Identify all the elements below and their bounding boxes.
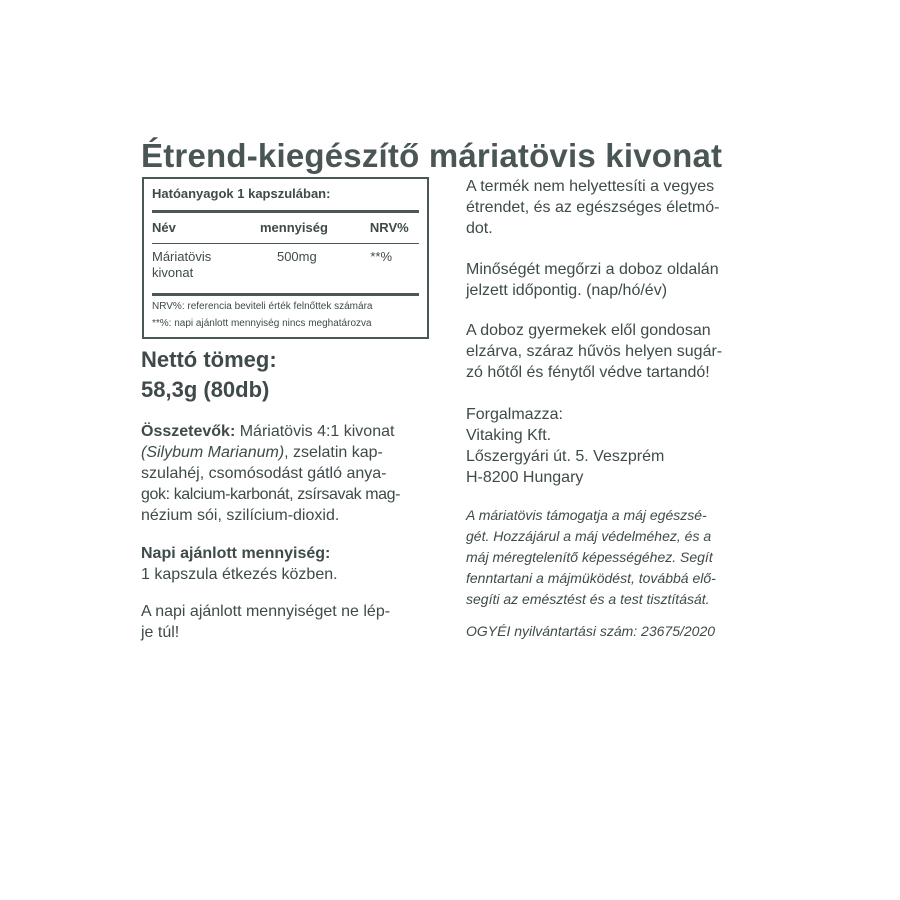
ingredient-name: Máriatövis kivonat	[152, 249, 212, 280]
ingredients-paragraph: Összetevők: Máriatövis 4:1 kivonat (Silybum Marianum), zselatin kap- szulahéj, csomósodást gátló anya- gok: kalcium-karbonát, zsírsavak mag- nézium sói, szilícium-dioxid.	[141, 423, 401, 524]
dosage-text: 1 kapszula étkezés közben.	[141, 566, 338, 583]
latin-name: (Silybum Marianum)	[141, 444, 285, 461]
column-amount: mennyiség	[259, 220, 328, 235]
product-title: Étrend-kiegészítő máriatövis kivonat	[141, 137, 723, 174]
health-claim: A máriatövis támogatja a máj egészsé- gét. Hozzájárul a máj védelméhez, és a máj méregtelenítő képességéhez. Segít fenntartani a májmüködést, továbbá elő- segíti az emésztést és a test tisztítását.	[466, 507, 716, 607]
distributor-info: Forgalmazza: Vitaking Kft. Lőszergyári út. 5. Veszprém H-8200 Hungary	[466, 406, 665, 486]
nrv-note: NRV%: referencia beviteli érték felnőttek számára	[152, 301, 373, 312]
ingredient-nrv: **%	[370, 249, 393, 264]
net-weight	[141, 345, 441, 405]
ingredient-amount: 500mg	[276, 249, 317, 264]
dosage-label: Napi ajánlott mennyiség:	[141, 545, 331, 562]
column-nrv: NRV%	[369, 220, 409, 235]
registration-number: OGYÉI nyilvántartási szám: 23675/2020	[466, 623, 716, 639]
diet-disclaimer: A termék nem helyettesíti a vegyes étrendet, és az egészséges életmó- dot.	[466, 178, 720, 237]
table-heading: Hatóanyagok 1 kapszulában:	[152, 186, 331, 201]
column-name: Név	[152, 220, 176, 235]
active-ingredients-table	[142, 177, 429, 339]
storage-instructions: A doboz gyermekek elől gondosan elzárva, száraz hűvös helyen sugár- zó hőtől és fénytől védve tartandó!	[466, 322, 723, 381]
warning-paragraph: A napi ajánlott mennyiséget ne lép- je túl!	[141, 603, 391, 641]
ingredients-label: Összetevők:	[141, 423, 236, 440]
table-header-row	[152, 213, 419, 243]
table-row	[152, 244, 419, 293]
table-notes	[152, 296, 419, 332]
dosage-paragraph	[141, 543, 441, 585]
nrv-undefined-note: **%: napi ajánlott mennyiség nincs meghatározva	[152, 318, 372, 329]
net-weight-label: Nettó tömeg:	[141, 347, 277, 372]
best-before-note: Minőségét megőrzi a doboz oldalán jelzett időpontig. (nap/hó/év)	[466, 261, 719, 299]
net-weight-value: 58,3g (80db)	[141, 377, 270, 402]
